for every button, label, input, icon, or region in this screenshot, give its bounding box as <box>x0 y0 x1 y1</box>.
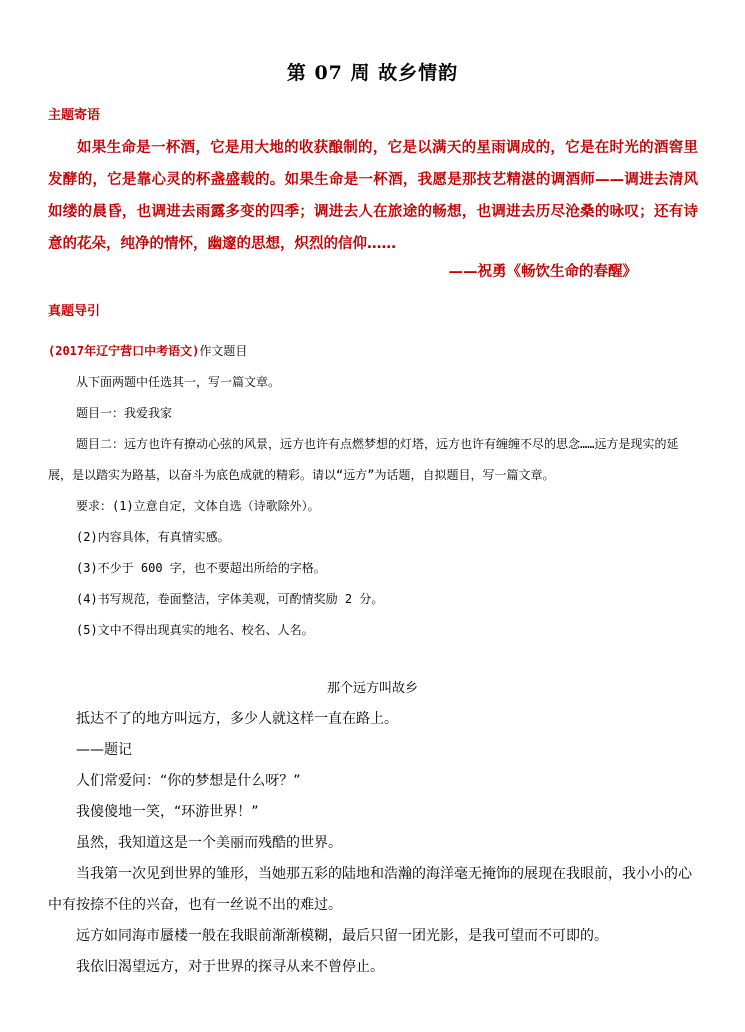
exam-block <box>48 336 698 646</box>
exam-instruction: 从下面两题中任选其一，写一篇文章。 <box>76 375 281 389</box>
essay-paragraph: 虽然，我知道这是一个美丽而残酷的世界。 <box>76 835 342 851</box>
exam-requirement-5: (5)文中不得出现真实的地名、校名、人名。 <box>76 623 314 637</box>
exam-requirement-4: (4)书写规范，卷面整洁，字体美观，可酌情奖励 2 分。 <box>76 592 384 606</box>
exam-topic-1: 题目一：我爱我家 <box>76 406 173 420</box>
essay-paragraph: 我依旧渴望远方，对于世界的探寻从来不曾停止。 <box>76 959 384 975</box>
theme-quote: 如果生命是一杯酒，它是用大地的收获酿制的，它是以满天的星雨调成的，它是在时光的酒窖里发酵的，它是靠心灵的杯盏盛载的。如果生命是一杯酒，我愿是那技艺精湛的调酒师——调进去清风如缕的晨昏，也调进去雨露多变的四季；调进去人在旅途的畅想，也调进去历尽沧桑的咏叹；还有诗意的花朵，纯净的情怀，幽邃的思想，炽烈的信仰…… <box>48 140 698 252</box>
essay-paragraph: 人们常爱问：“你的梦想是什么呀？” <box>76 773 301 789</box>
essay-epigraph-credit: ——题记 <box>76 742 132 758</box>
essay-body <box>48 704 700 983</box>
essay-paragraph: 远方如同海市蜃楼一般在我眼前渐渐模糊，最后只留一团光影，是我可望而不可即的。 <box>76 928 608 944</box>
real-exam-heading: 真题导引 <box>48 304 101 319</box>
exam-title-suffix: 作文题目 <box>199 344 248 358</box>
exam-requirement-2: (2)内容具体，有真情实感。 <box>76 530 230 544</box>
theme-heading: 主题寄语 <box>48 108 101 123</box>
page-title: 第 07 周 故乡情韵 <box>286 62 459 84</box>
exam-topic-2: 题目二：远方也许有撩动心弦的风景，远方也许有点燃梦想的灯塔，远方也许有缠缠不尽的思念……远方是现实的延展，是以踏实为路基，以奋斗为底色成就的精彩。请以“远方”为话题，自拟题目，写一篇文章。 <box>48 437 679 482</box>
theme-quote-block <box>48 132 698 260</box>
essay-paragraph: 抵达不了的地方叫远方，多少人就这样一直在路上。 <box>76 711 398 727</box>
exam-title-line <box>48 336 698 367</box>
essay-paragraph: 当我第一次见到世界的雏形，当她那五彩的陆地和浩瀚的海洋毫无掩饰的展现在我眼前，我小小的心中有按捺不住的兴奋，也有一丝说不出的难过。 <box>48 866 692 913</box>
essay-paragraph: 我傻傻地一笑，“环游世界！” <box>76 804 259 820</box>
theme-quote-source: ——祝勇《畅饮生命的春醒》 <box>448 264 637 280</box>
exam-requirement-3: (3)不少于 600 字，也不要超出所给的字格。 <box>76 561 326 575</box>
essay-title: 那个远方叫故乡 <box>326 681 418 696</box>
exam-source: (2017年辽宁营口中考语文) <box>48 344 200 358</box>
exam-requirement-1: 要求：(1)立意自定，文体自选（诗歌除外）。 <box>76 499 320 513</box>
